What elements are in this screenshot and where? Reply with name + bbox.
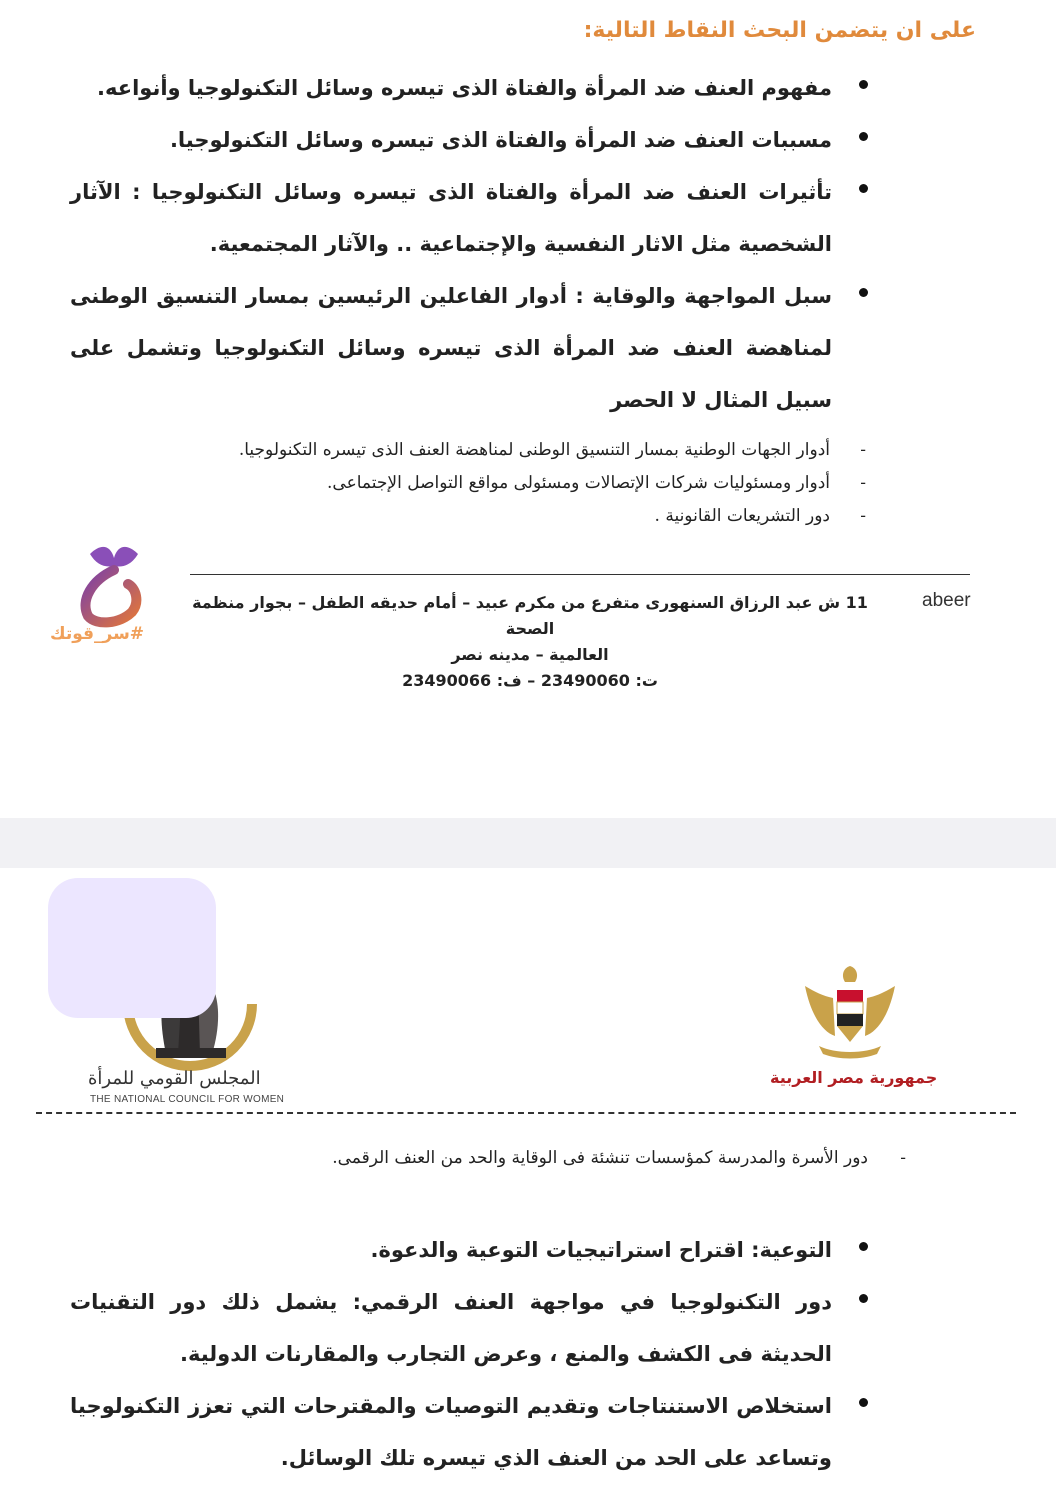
address-line-2: العالمية – مدينه نصر xyxy=(451,645,609,664)
bullet-list xyxy=(0,62,1056,426)
bullet-dot-icon xyxy=(859,288,868,297)
bullet-item: دور التكنولوجيا في مواجهة العنف الرقمي: يشمل ذلك دور التقنيات الحديثة فى الكشف والمنع ، وعرض التجارب والمقارنات الدولية. xyxy=(0,1276,1056,1380)
dash-icon: - xyxy=(900,1148,906,1168)
bullet-item: مسببات العنف ضد المرأة والفتاة الذى تيسره وسائل التكنولوجيا. xyxy=(0,114,1056,166)
bullet-list xyxy=(0,1224,1056,1484)
dash-list xyxy=(0,1142,1056,1175)
bullet-item: استخلاص الاستنتاجات وتقديم التوصيات والمقترحات التي تعزز التكنولوجيا وتساعد على الحد من العنف الذي تيسره تلك الوسائل. xyxy=(0,1380,1056,1484)
dash-icon: - xyxy=(860,506,866,526)
bullet-dot-icon xyxy=(859,184,868,193)
dash-icon: - xyxy=(860,473,866,493)
address-line-1: 11 ش عبد الرزاق السنهورى متفرع من مكرم عبيد – أمام حديقه الطفل – بجوار منظمة الصحة xyxy=(192,593,868,638)
bullet-dot-icon xyxy=(859,1294,868,1303)
egypt-republic-name: جمهورية مصر العربية xyxy=(770,1068,938,1087)
dash-list xyxy=(0,434,1056,533)
dash-item: - أدوار الجهات الوطنية بمسار التنسيق الوطنى لمناهضة العنف الذى تيسره التكنولوجيا. xyxy=(0,434,1056,467)
bullet-item: سبل المواجهة والوقاية : أدوار الفاعلين الرئيسين بمسار التنسيق الوطنى لمناهضة العنف ضد المرأة الذى تيسره وسائل التكنولوجيا وتشمل على سبيل المثال لا الحصر xyxy=(0,270,1056,426)
ncw-arabic-name: المجلس القومي للمرأة xyxy=(88,1068,261,1089)
dash-item: - أدوار ومسئوليات شركات الإتصالات ومسئولى مواقع التواصل الإجتماعى. xyxy=(0,467,1056,500)
bullet-item: التوعية: اقتراح استراتيجيات التوعية والدعوة. xyxy=(0,1224,1056,1276)
dash-item: - دور التشريعات القانونية . xyxy=(0,500,1056,533)
ncw-english-name: THE NATIONAL COUNCIL FOR WOMEN xyxy=(90,1094,285,1105)
dash-icon: - xyxy=(860,440,866,460)
hashtag-text: #سر_قوتك xyxy=(50,624,145,644)
page-separator xyxy=(0,818,1056,868)
bullet-item: مفهوم العنف ضد المرأة والفتاة الذى تيسره وسائل التكنولوجيا وأنواعه. xyxy=(0,62,1056,114)
footer-divider xyxy=(190,574,970,575)
bullet-dot-icon xyxy=(859,1398,868,1407)
bullet-dot-icon xyxy=(859,132,868,141)
section-heading: على ان يتضمن البحث النقاط التالية: xyxy=(583,18,976,43)
dash-item: - دور الأسرة والمدرسة كمؤسسات تنشئة فى الوقاية والحد من العنف الرقمى. xyxy=(0,1142,1056,1175)
bullet-dot-icon xyxy=(859,80,868,89)
phone-line: ت: 23490060 – ف: 23490066 xyxy=(402,671,658,690)
footer-address xyxy=(185,590,875,694)
header-dashed-divider xyxy=(36,1112,1016,1114)
egypt-eagle-emblem-icon xyxy=(795,956,905,1066)
bullet-dot-icon xyxy=(859,1242,868,1251)
footer-author: abeer xyxy=(922,590,971,611)
floating-chat-bubble[interactable] xyxy=(48,878,216,1018)
bullet-item: تأثيرات العنف ضد المرأة والفتاة الذى تيسره وسائل التكنولوجيا : الآثار الشخصية مثل الاثار النفسية والإجتماعية .. والآثار المجتمعية. xyxy=(0,166,1056,270)
